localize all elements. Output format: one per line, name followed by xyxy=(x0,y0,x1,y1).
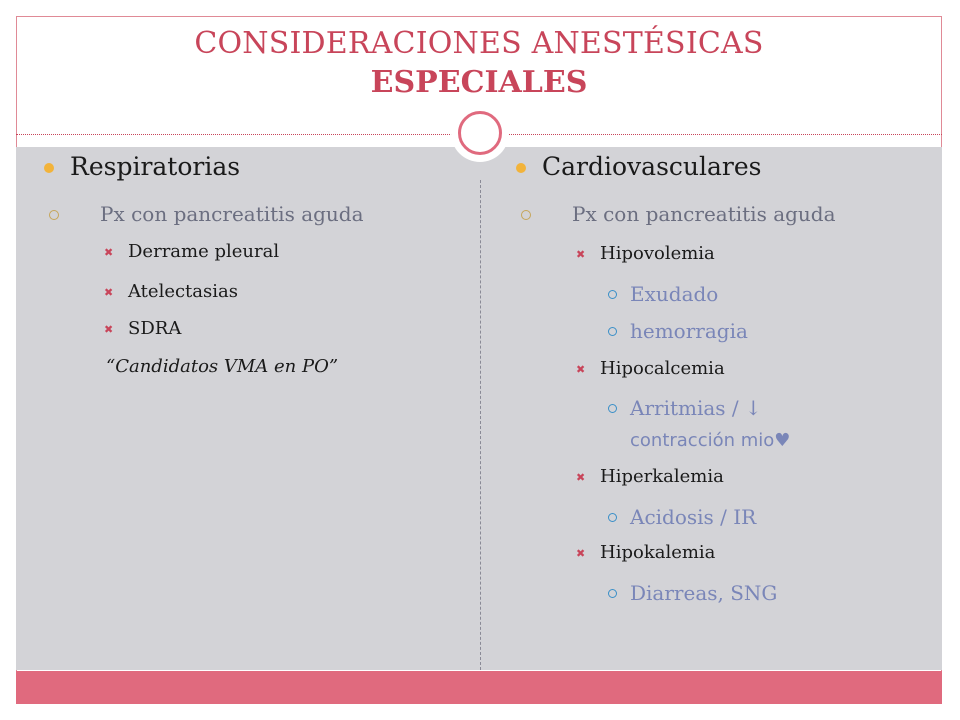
list-item xyxy=(44,202,364,226)
right-item: Hipokalemia xyxy=(600,542,716,563)
right-subheading: Px con pancreatitis aguda xyxy=(572,202,836,226)
list-item xyxy=(104,318,181,339)
bullet-ring-icon xyxy=(608,513,617,522)
slide-title: CONSIDERACIONES ANESTÉSICAS xyxy=(194,26,764,61)
bullet-dot-icon xyxy=(44,163,54,173)
list-item xyxy=(576,542,715,563)
right-subitem: Exudado xyxy=(630,282,719,306)
list-item xyxy=(104,241,279,262)
right-subitem: Acidosis / IR xyxy=(630,505,757,529)
list-item xyxy=(608,396,762,420)
left-item: SDRA xyxy=(128,318,182,339)
list-item xyxy=(576,243,715,264)
right-subitem: hemorragia xyxy=(630,319,748,343)
right-subitem: Arritmias / ↓ xyxy=(630,396,762,420)
right-heading: Cardiovasculares xyxy=(542,152,762,181)
bullet-cross-icon: ✖ xyxy=(576,471,586,484)
footer-bar xyxy=(16,671,942,704)
list-item xyxy=(576,358,725,379)
left-item: Derrame pleural xyxy=(128,241,280,262)
bullet-ring-icon xyxy=(608,327,617,336)
right-item: Hipovolemia xyxy=(600,243,715,264)
bullet-cross-icon: ✖ xyxy=(104,246,114,259)
circle-ring xyxy=(458,111,502,155)
right-item: Hiperkalemia xyxy=(600,466,724,487)
slide-title-bold: ESPECIALES xyxy=(370,65,588,100)
right-subitem-continued: contracción mio♥ xyxy=(630,430,791,451)
bullet-cross-icon: ✖ xyxy=(104,286,114,299)
bullet-cross-icon: ✖ xyxy=(576,248,586,261)
bullet-ring-icon xyxy=(608,589,617,598)
list-item xyxy=(516,202,836,226)
left-item: Atelectasias xyxy=(128,281,238,302)
bullet-ring-icon xyxy=(608,290,617,299)
list-item xyxy=(608,581,777,605)
list-item xyxy=(608,505,756,529)
bullet-ring-icon xyxy=(521,210,531,220)
circle-ornament-icon xyxy=(451,104,509,162)
right-item: Hipocalcemia xyxy=(600,358,725,379)
list-item xyxy=(576,466,724,487)
bullet-dot-icon xyxy=(516,163,526,173)
left-subheading: Px con pancreatitis aguda xyxy=(100,202,364,226)
list-item xyxy=(44,152,240,181)
bullet-ring-icon xyxy=(608,404,617,413)
list-item xyxy=(608,282,718,306)
list-item xyxy=(608,319,748,343)
column-divider xyxy=(480,180,481,670)
list-item xyxy=(516,152,761,181)
list-item xyxy=(104,281,238,302)
left-note: “Candidatos VMA en PO” xyxy=(106,356,339,377)
bullet-cross-icon: ✖ xyxy=(576,363,586,376)
right-subitem: Diarreas, SNG xyxy=(630,581,778,605)
bullet-ring-icon xyxy=(49,210,59,220)
left-heading: Respiratorias xyxy=(70,152,241,181)
bullet-cross-icon: ✖ xyxy=(576,547,586,560)
bullet-cross-icon: ✖ xyxy=(104,323,114,336)
